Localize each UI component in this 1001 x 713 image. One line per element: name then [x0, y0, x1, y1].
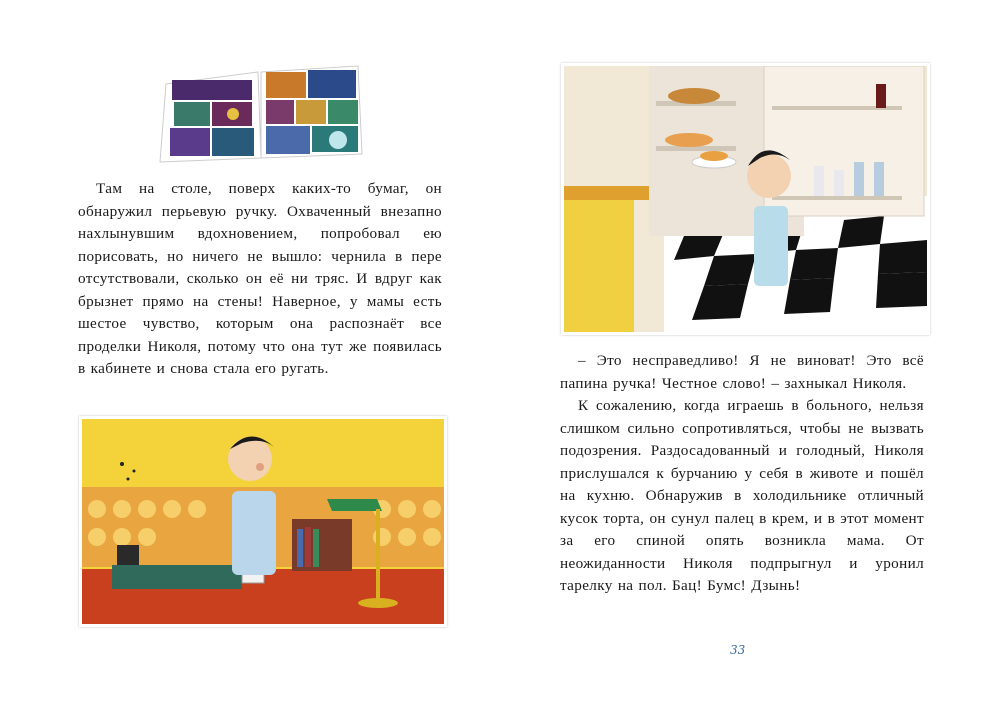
paragraph: К сожалению, когда играешь в больного, нельзя слишком сильно сопротивляться, чтобы не вызвать подозрения. Раздосадованный и голодный, Николя прислушался к бурчанию у себя в животе и пошёл на кухню. Обнаружив в холодильнике отличный кусок торта, он сунул палец в крем, и в этот момент за его спиной опять возникла мама. От неожиданности Николя подпрыгнул и уронил тарелку на пол. Бац! Бумс! Дзынь!	[560, 397, 924, 594]
left-page	[0, 0, 500, 713]
right-page-text	[560, 350, 924, 598]
page-number: 33	[730, 643, 746, 657]
office-illustration	[79, 416, 447, 627]
kitchen-illustration	[561, 63, 930, 335]
comic-book-illustration	[158, 62, 364, 164]
paragraph: Там на столе, поверх каких-то бумаг, он обнаружил перьевую ручку. Охваченный внезапно нахлынувшим вдохновением, попробовал ею порисовать, но ничего не вышло: чернила в пере отсутствовали, сколько он её ни тряс. И вдруг как брызнет прямо на стены! Наверное, у мамы есть шестое чувство, которым она распознаёт все проделки Николя, потому что она тут же появилась в кабинете и снова стала его ругать.	[78, 180, 442, 377]
paragraph: – Это несправедливо! Я не виноват! Это всё папина ручка! Честное слово! – захныкал Николя.	[560, 352, 924, 392]
left-page-text	[78, 178, 442, 381]
